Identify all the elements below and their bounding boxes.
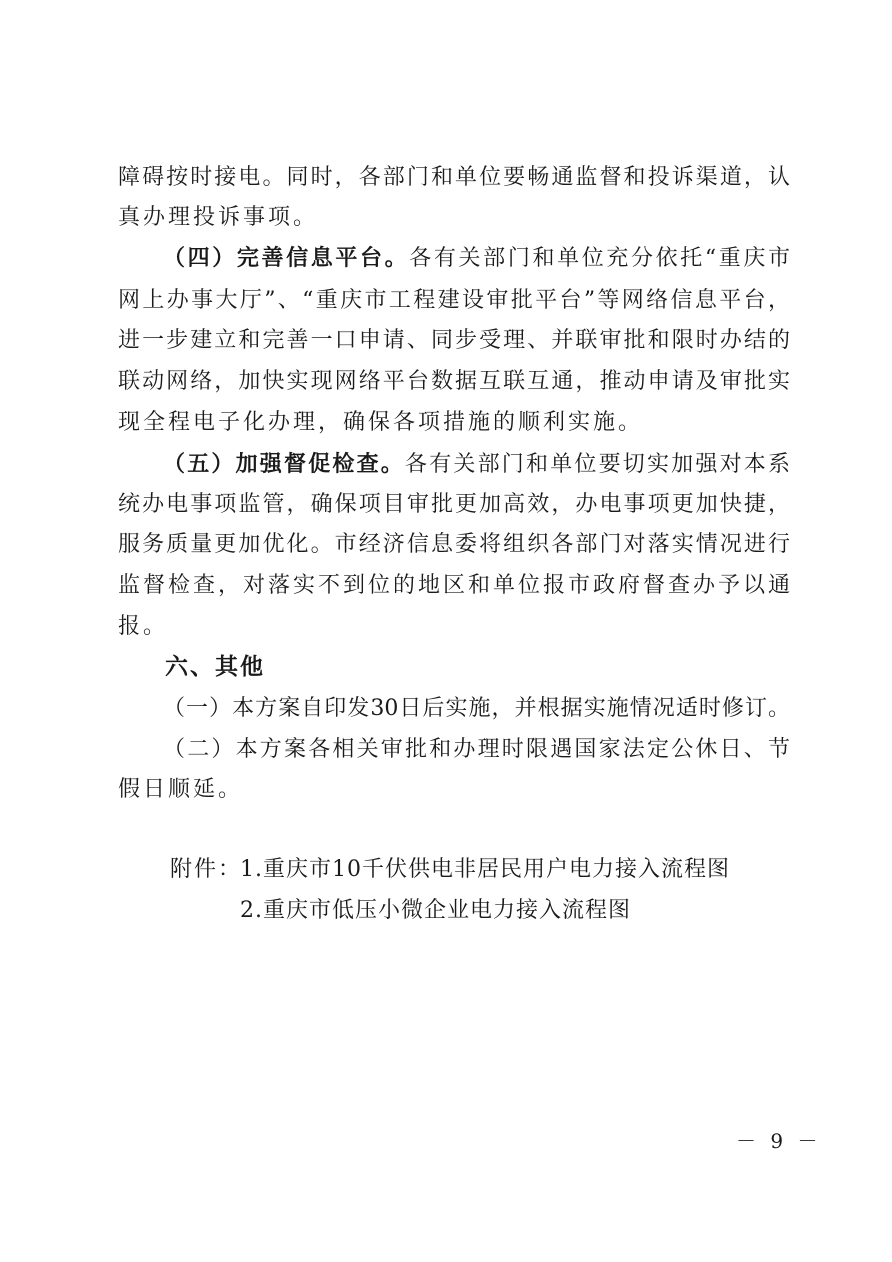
section-4-first-line bbox=[163, 243, 790, 274]
paragraph-line: 进一步建立和完善一口申请、同步受理、并联审批和限时办结的 bbox=[118, 328, 790, 353]
paragraph-line: 统办电事项监管，确保项目审批更加高效，办电事项更加快捷， bbox=[118, 492, 790, 517]
item-2-line-1: （二）本方案各相关审批和办理时限遇国家法定公休日、节 bbox=[163, 737, 790, 762]
section-heading: 六、其他 bbox=[165, 654, 265, 680]
paragraph-line: 报。 bbox=[118, 614, 169, 639]
paragraph-line: 服务质量更加优化。市经济信息委将组织各部门对落实情况进行 bbox=[118, 532, 790, 557]
paragraph-line: 障碍按时接电。同时，各部门和单位要畅通监督和投诉渠道，认 bbox=[118, 165, 790, 190]
section-4-text: 各有关部门和单位充分依托“重庆市 bbox=[409, 246, 790, 271]
paragraph-line: 现全程电子化办理，确保各项措施的顺利实施。 bbox=[118, 410, 644, 435]
attachment-item: 2.重庆市低压小微企业电力接入流程图 bbox=[240, 898, 631, 923]
attachment-item: 1.重庆市10千伏供电非居民用户电力接入流程图 bbox=[240, 857, 730, 882]
attachment-label: 附件： bbox=[170, 857, 243, 882]
paragraph-line: 联动网络，加快实现网络平台数据互联互通，推动申请及审批实 bbox=[118, 369, 790, 394]
item-1: （一）本方案自印发30日后实施，并根据实施情况适时修订。 bbox=[163, 696, 790, 721]
section-4-title: （四）完善信息平台。 bbox=[163, 245, 410, 271]
section-5-text: 各有关部门和单位要切实加强对本系 bbox=[405, 452, 790, 477]
page-number: － 9 － bbox=[736, 1129, 822, 1153]
section-5-title: （五）加强督促检查。 bbox=[163, 451, 405, 477]
paragraph-line: 监督检查，对落实不到位的地区和单位报市政府督查办予以通 bbox=[118, 573, 790, 598]
paragraph-line: 真办理投诉事项。 bbox=[118, 205, 319, 230]
section-5-first-line bbox=[163, 449, 790, 480]
item-2-line-2: 假日顺延。 bbox=[118, 777, 244, 802]
paragraph-line: 网上办事大厅”、“重庆市工程建设审批平台”等网络信息平台， bbox=[118, 288, 790, 313]
